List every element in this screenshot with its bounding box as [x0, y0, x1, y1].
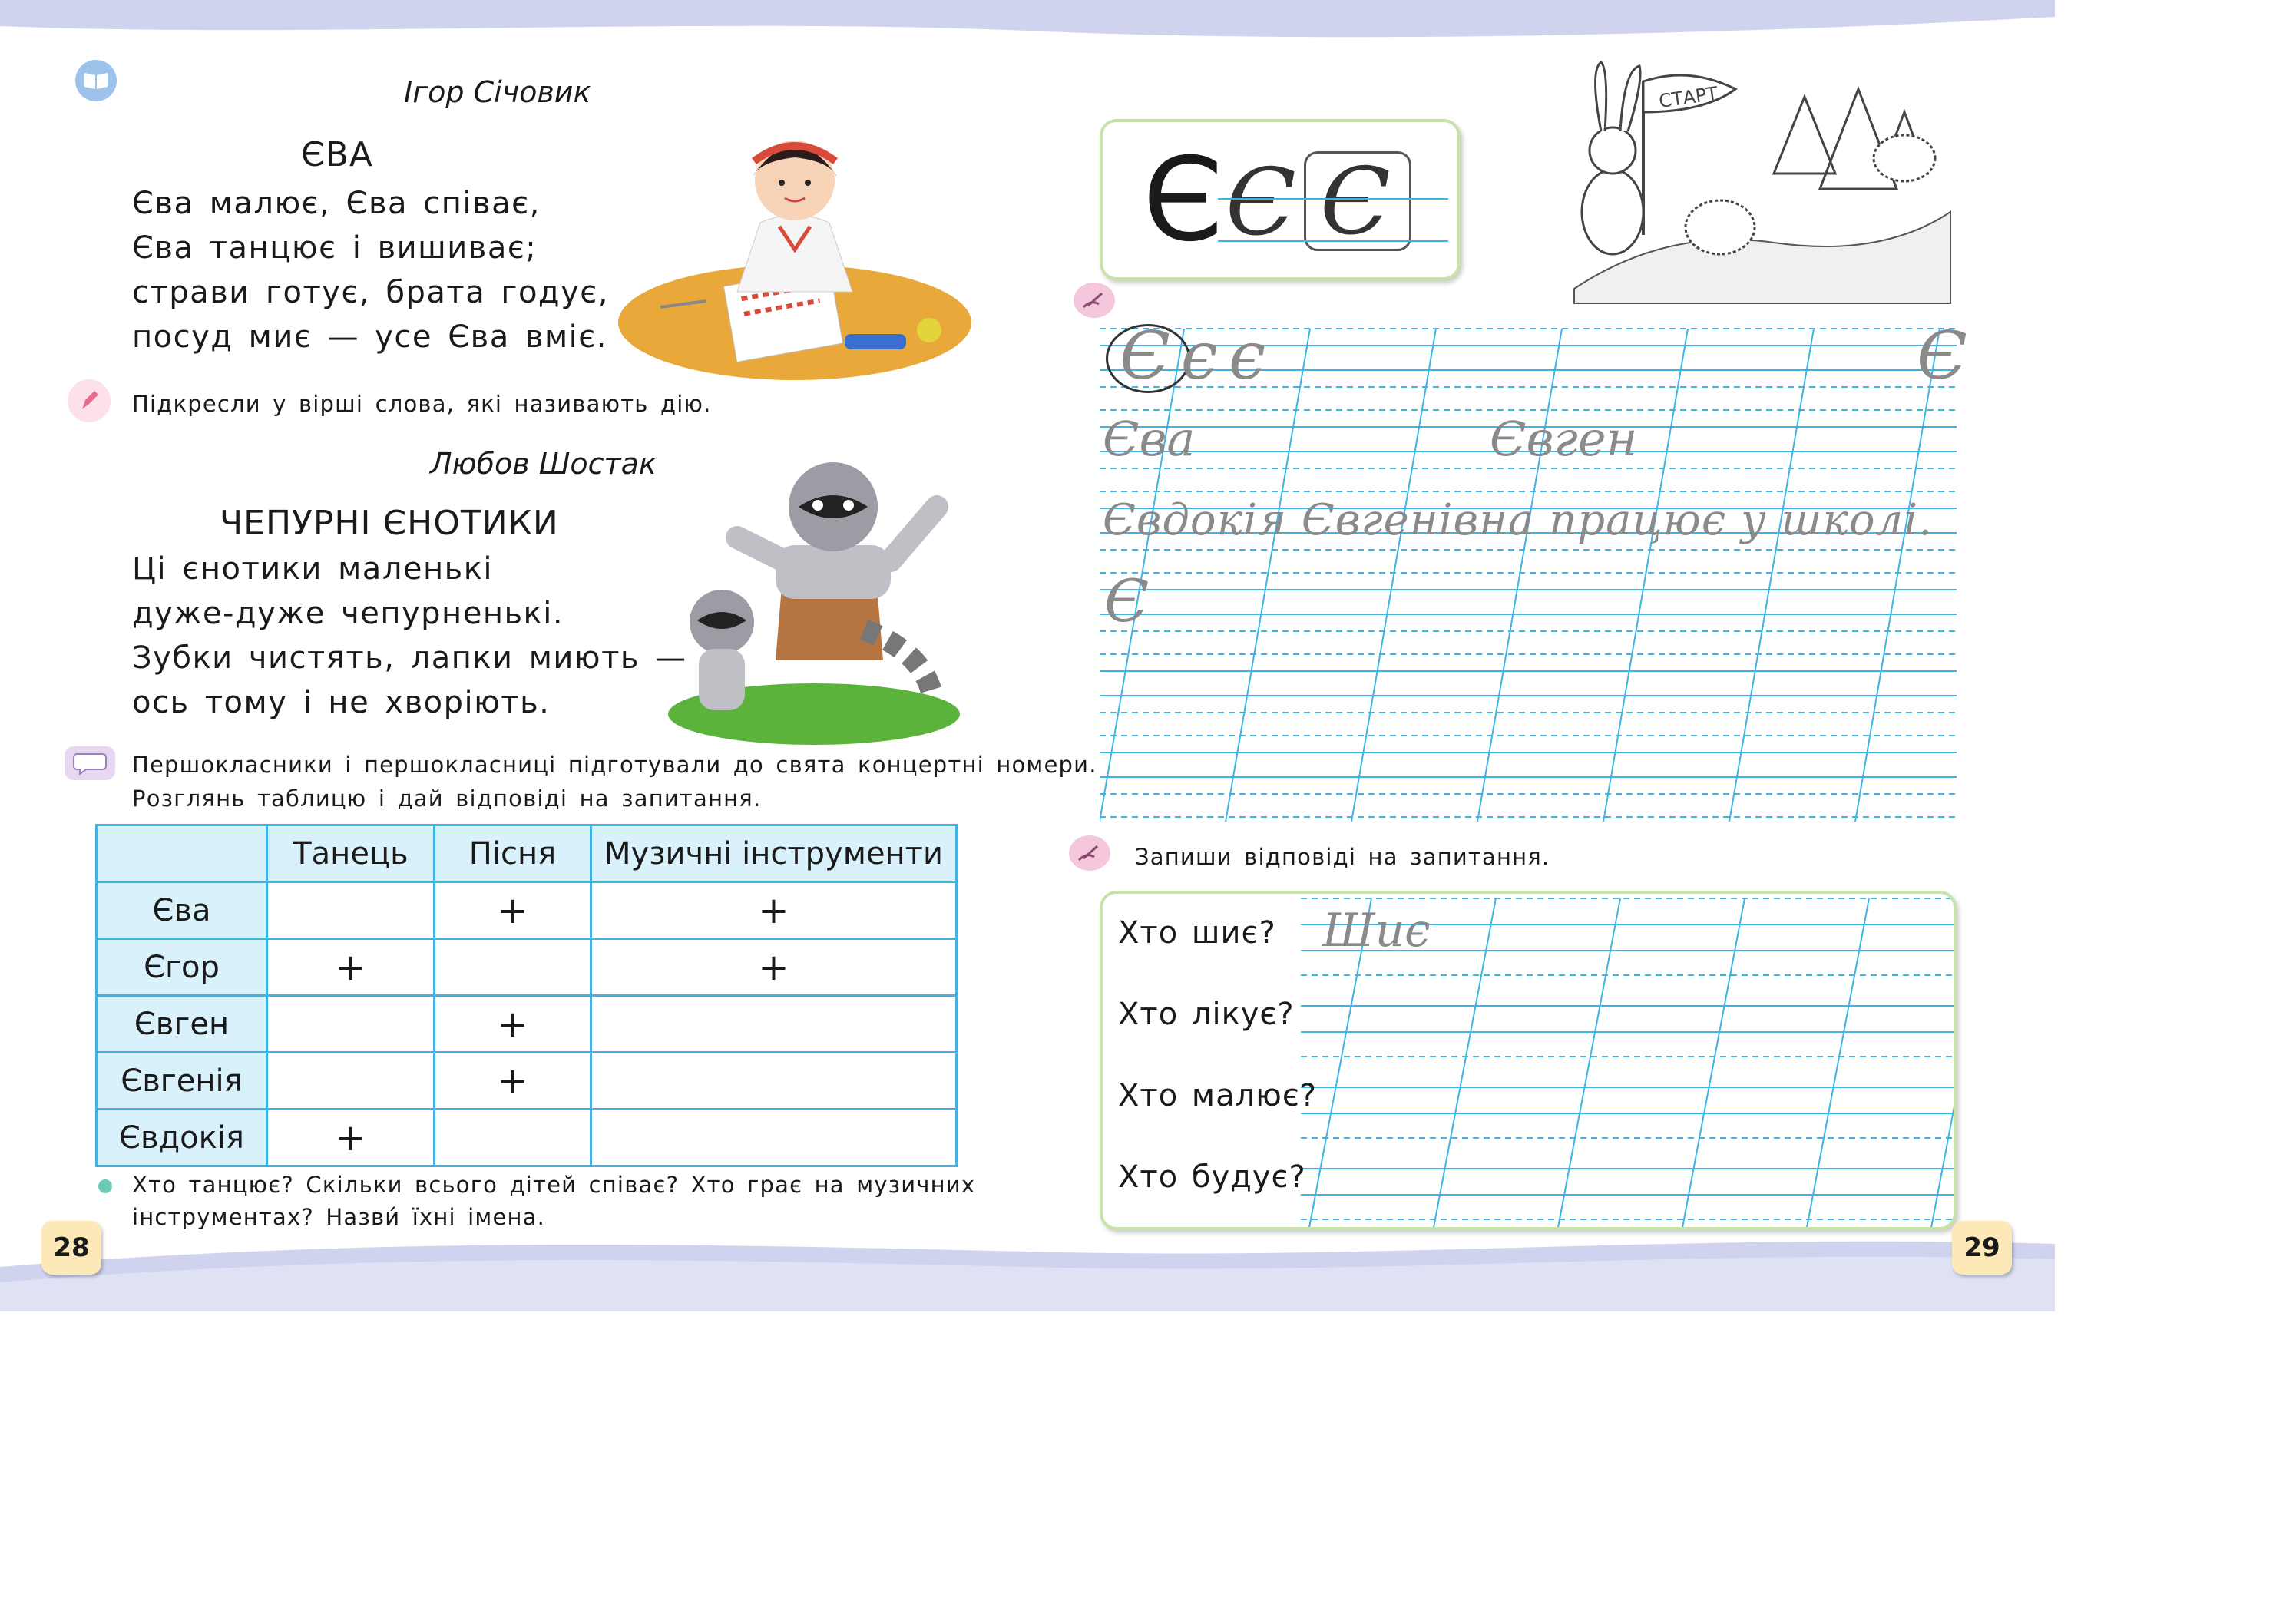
task-underline-actions: Підкресли у вірші слова, які називають дію. — [132, 391, 712, 417]
page-number-left: 28 — [41, 1221, 101, 1275]
hare-hedgehog-start-illustration — [1543, 58, 1958, 304]
copybook-writing-area[interactable] — [1100, 318, 1967, 829]
table-name-cell: Євген — [97, 996, 267, 1053]
answer-sample: Шиє — [1322, 904, 1431, 958]
table-cell — [267, 882, 435, 939]
table-row — [97, 882, 957, 939]
table-row — [97, 1053, 957, 1110]
table-cell: + — [591, 939, 957, 996]
page-number-right: 29 — [1952, 1221, 2012, 1275]
table-cell: + — [435, 996, 591, 1053]
table-header-cell: Музичні інструменти — [591, 825, 957, 882]
script-upper-letter: Є — [1320, 149, 1391, 256]
poem-line: ось тому і не хворіють. — [132, 685, 551, 720]
table-cell: + — [267, 939, 435, 996]
print-letter-e: Є — [1143, 134, 1223, 267]
poem-line: Ці єнотики маленькі — [132, 551, 493, 587]
copy-line2-word1: Єва — [1103, 411, 1196, 467]
copy-line2-word2: Євген — [1490, 411, 1638, 467]
poem-line: дуже-дуже чепурненькі. — [132, 596, 564, 631]
script-lower-letter: Є — [1226, 150, 1296, 256]
table-cell: + — [591, 882, 957, 939]
table-header-cell — [97, 825, 267, 882]
table-name-cell: Єва — [97, 882, 267, 939]
table-cell — [267, 1053, 435, 1110]
copy-line4-letter: Є — [1104, 567, 1150, 635]
letter-sample-card — [1100, 119, 1461, 280]
poem1-title: ЄВА — [301, 135, 374, 174]
bullet-dot-icon — [98, 1179, 112, 1193]
copybook-ruling — [1100, 322, 1957, 829]
table-cell: + — [267, 1110, 435, 1166]
concert-performance-table — [95, 824, 958, 1167]
letter-guide-lines — [1218, 168, 1448, 260]
task-line: Розглянь таблицю і дай відповіді на запитання. — [132, 786, 762, 812]
question-who-builds: Хто будує? — [1118, 1159, 1306, 1195]
question-line: Хто танцює? Скільки всього дітей співає? Хто грає на музичних — [132, 1172, 976, 1198]
task-concert-table — [132, 748, 1097, 815]
start-flag-text: СТАРТ — [1657, 82, 1719, 113]
speech-task-icon — [65, 746, 115, 780]
table-row — [97, 939, 957, 996]
table-row — [97, 1110, 957, 1166]
task-line: Першокласники і першокласниці підготували до свята концертні номери. — [132, 752, 1097, 778]
table-header-row — [97, 825, 957, 882]
poem2-title: ЧЕПУРНІ ЄНОТИКИ — [220, 504, 559, 543]
copy-line3-sentence: Євдокія Євгенівна працює у школі. — [1103, 495, 1933, 545]
table-cell — [267, 996, 435, 1053]
table-cell — [435, 939, 591, 996]
book-icon — [75, 60, 117, 101]
poem-line: Зубки чистять, лапки миють — — [132, 640, 687, 676]
table-name-cell: Євгенія — [97, 1053, 267, 1110]
raccoons-illustration — [668, 445, 960, 745]
pencil-task-icon — [68, 379, 111, 422]
table-name-cell: Єгор — [97, 939, 267, 996]
answers-card[interactable] — [1100, 891, 1957, 1230]
table-name-cell: Євдокія — [97, 1110, 267, 1166]
table-cell: + — [435, 882, 591, 939]
task-write-answers: Запиши відповіді на запитання. — [1135, 844, 1550, 870]
question-who-heals: Хто лікує? — [1118, 997, 1295, 1032]
poem2-body — [132, 547, 687, 725]
bottom-decorative-band — [0, 1221, 2055, 1311]
top-decorative-band — [0, 0, 2055, 46]
question-who-sews: Хто шиє? — [1118, 915, 1276, 951]
question-line: інструментах? Назви́ їхні імена. — [132, 1204, 546, 1230]
poem-line: страви готує, брата годує, — [132, 275, 609, 310]
question-who-draws: Хто малює? — [1118, 1078, 1317, 1113]
poem2-author: Любов Шостак — [430, 447, 657, 481]
table-cell — [591, 1110, 957, 1166]
table-questions — [132, 1169, 975, 1233]
poem-line: Єва малює, Єва співає, — [132, 186, 541, 221]
table-header-cell: Танець — [267, 825, 435, 882]
writing-task-icon — [1069, 835, 1110, 871]
girl-embroidering-illustration — [614, 100, 975, 384]
copy-line1-letters: Єєє — [1120, 318, 1277, 395]
poem1-author: Ігор Січовик — [404, 75, 591, 109]
copy-line1-end-letter: Є — [1917, 318, 1967, 395]
table-header-cell: Пісня — [435, 825, 591, 882]
table-cell — [591, 996, 957, 1053]
writing-task-icon — [1074, 283, 1115, 318]
table-cell — [435, 1110, 591, 1166]
table-row — [97, 996, 957, 1053]
table-cell — [591, 1053, 957, 1110]
poem-line: Єва танцює і вишиває; — [132, 230, 538, 266]
poem1-body — [132, 181, 609, 359]
table-cell: + — [435, 1053, 591, 1110]
poem-line: посуд миє — усе Єва вміє. — [132, 319, 607, 355]
